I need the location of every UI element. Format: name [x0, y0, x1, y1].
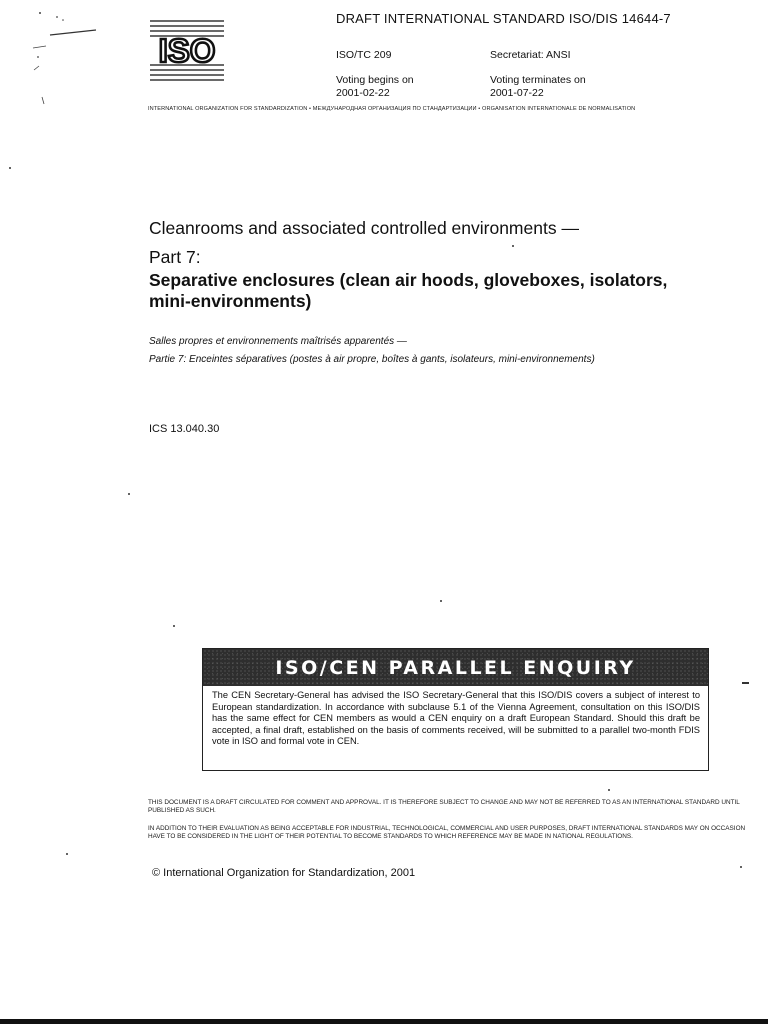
voting-begins	[336, 74, 414, 100]
enquiry-heading: ISO/CEN PARALLEL ENQUIRY	[275, 656, 636, 679]
secretariat: Secretariat: ANSI	[490, 49, 571, 61]
scan-marks	[30, 8, 100, 108]
enquiry-text: The CEN Secretary-General has advised the ISO Secretary-General that this ISO/DIS covers a subject of interest to European standardization. In accordance with subclause 5.1 of the Vienna Agreement, consultation on this ISO/DIS has the same effect for CEN members as would a CEN enquiry on a draft European Standard. Should this draft be accepted, a final draft, established on the basis of comments received, will be submitted to a parallel two-month FDIS vote in ISO and formal vote in CEN.	[212, 690, 700, 747]
regulation-disclaimer: IN ADDITION TO THEIR EVALUATION AS BEING ACCEPTABLE FOR INDUSTRIAL, TECHNOLOGICAL, COMMERCIAL AND USER PURPOSES, DRAFT INTERNATIONAL STANDARDS MAY ON OCCASION HAVE TO BE CONSIDERED IN THE LIGHT OF THEIR POTENTIAL TO BECOME STANDARDS TO WHICH REFERENCE MAY BE MADE IN NATIONAL REGULATIONS.	[148, 825, 746, 840]
part-label: Part 7:	[149, 247, 201, 267]
voting-terminates	[490, 74, 586, 100]
scan-speck	[608, 789, 610, 791]
scan-speck	[173, 625, 175, 627]
organization-names: INTERNATIONAL ORGANIZATION FOR STANDARDIZATION • МЕЖДУНАРОДНАЯ ОРГАНИЗАЦИЯ ПО СТАНДАРТИЗАЦИИ • ORGANISATION INTERNATIONALE DE NORMALISATION	[148, 106, 636, 112]
part-title: Separative enclosures (clean air hoods, gloveboxes, isolators, mini-environments)	[149, 270, 668, 311]
scan-edge	[0, 1019, 768, 1024]
scan-speck	[9, 167, 11, 169]
document-title: Cleanrooms and associated controlled environments —	[149, 218, 579, 238]
copyright-notice: © International Organization for Standardization, 2001	[152, 867, 416, 879]
parallel-enquiry-box	[202, 648, 709, 771]
voting-begins-label: Voting begins on	[336, 74, 414, 86]
french-title: Salles propres et environnements maîtrisés apparentés —	[149, 336, 407, 347]
scan-speck	[512, 245, 514, 247]
ics-code: ICS 13.040.30	[149, 423, 220, 435]
draft-standard-title: DRAFT INTERNATIONAL STANDARD ISO/DIS 14644-7	[336, 11, 671, 26]
french-part-title: Partie 7: Enceintes séparatives (postes à air propre, boîtes à gants, isolateurs, mini-environnements)	[149, 354, 595, 365]
iso-logo-icon	[148, 16, 226, 84]
voting-terminates-date: 2001-07-22	[490, 87, 544, 99]
voting-terminates-label: Voting terminates on	[490, 74, 586, 86]
scan-speck	[128, 493, 130, 495]
voting-begins-date: 2001-02-22	[336, 87, 390, 99]
scan-speck	[440, 600, 442, 602]
scan-speck	[742, 682, 749, 684]
iso-logo-text: ISO	[158, 32, 216, 69]
enquiry-banner	[203, 649, 708, 686]
scan-speck	[740, 866, 742, 868]
scan-speck	[66, 853, 68, 855]
technical-committee: ISO/TC 209	[336, 49, 392, 61]
draft-disclaimer: THIS DOCUMENT IS A DRAFT CIRCULATED FOR COMMENT AND APPROVAL. IT IS THEREFORE SUBJECT TO CHANGE AND MAY NOT BE REFERRED TO AS AN INTERNATIONAL STANDARD UNTIL PUBLISHED AS SUCH.	[148, 799, 740, 814]
